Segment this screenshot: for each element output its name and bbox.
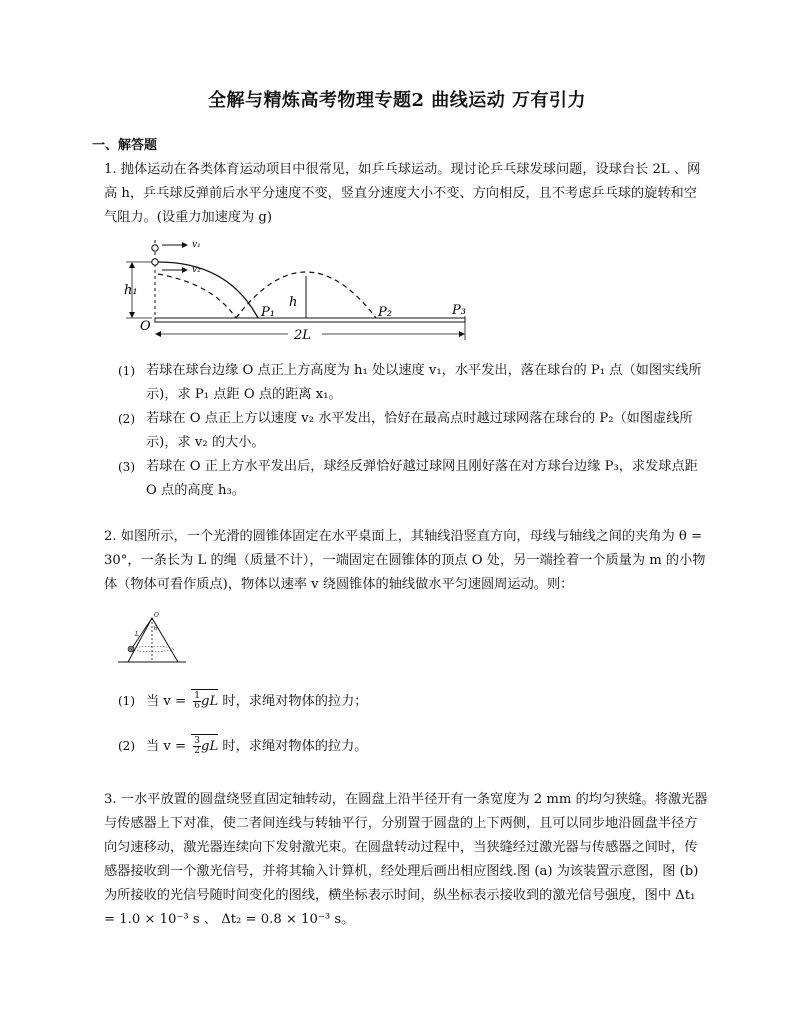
sub-number: (1)	[118, 364, 135, 378]
sub-text: 若球在 O 点正上方以速度 v₂ 水平发出，恰好在最高点时越过球网落在球台的 P₂（如图虚线所示)，求 v₂ 的大小。	[146, 411, 693, 450]
sub-text: 若球在球台边缘 O 点正上方高度为 h₁ 处以速度 v₁，水平发出，落在球台的 P₁ 点（如图实线所示)，求 P₁ 点距 O 点的距离 x₁。	[146, 363, 702, 402]
label-O: O	[154, 612, 159, 619]
frac-denominator: 6	[194, 701, 201, 711]
frac-numerator: 1	[194, 691, 201, 701]
label-2L: 2L	[294, 328, 311, 342]
sub-number: (1)	[118, 694, 135, 708]
q2-sub-1	[118, 689, 708, 714]
question-1	[104, 158, 708, 230]
label-P3: P₃	[452, 303, 466, 318]
label-h1: h₁	[124, 283, 138, 298]
condition-suffix: 时，求绳对物体的拉力；	[222, 694, 368, 709]
q2-sub-2	[118, 734, 708, 759]
label-theta: θ	[154, 625, 158, 632]
label-L: L	[135, 631, 139, 638]
radicand: gL	[201, 739, 219, 754]
cone-figure	[118, 610, 188, 666]
sub-number: (2)	[118, 739, 135, 753]
sqrt-expression	[191, 734, 218, 759]
sub-number: (2)	[118, 412, 135, 426]
label-O: O	[140, 319, 151, 334]
condition-prefix: 当 v =	[146, 694, 187, 709]
sub-text: 若球在 O 正上方水平发出后，球经反弹恰好越过球网且刚好落在对方球台边缘 P₃，求发球点距 O 点的高度 h₃。	[146, 459, 698, 498]
frac-denominator: 2	[194, 746, 201, 756]
question-2	[104, 525, 708, 597]
question-text: 一水平放置的圆盘绕竖直固定轴转动，在圆盘上沿半径开有一条宽度为 2 mm 的均匀狭缝。将激光器与传感器上下对准，使二者间连线与转轴平行，分别置于圆盘的上下两侧，且可以同步地沿圆盘半径方向匀速移动，激光器连续向下发射激光束。在圆盘转动过程中，当狭缝经过激光器与传感器之间时，传感器接收到一个激光信号，并将其输入计算机，经处理后画出相应图线.图 (a) 为该装置示意图，图 (b) 为所接收的光信号随时间变化的图线，横坐标表示时间，纵坐标表示接收到的激光信号强度，图中 Δt₁ = 1.0 × 10⁻³ s 、 Δt₂ = 0.8 × 10⁻³ s。	[104, 792, 708, 927]
table	[155, 318, 465, 322]
sub-number: (3)	[118, 460, 135, 474]
label-h: h	[289, 295, 298, 310]
q1-sub-3	[118, 455, 708, 503]
condition-prefix: 当 v =	[146, 739, 187, 754]
q1-sub-1	[118, 359, 708, 407]
page-title: 全解与精炼高考物理专题2 曲线运动 万有引力	[207, 90, 587, 111]
q1-sub-2	[118, 407, 708, 455]
small-object	[128, 646, 134, 652]
label-P2: P₂	[378, 305, 392, 320]
question-number: 1.	[104, 162, 117, 177]
frac-numerator: 3	[194, 736, 201, 746]
sqrt-expression	[191, 689, 218, 714]
condition-suffix: 时，求绳对物体的拉力。	[222, 739, 368, 754]
question-text: 抛体运动在各类体育运动项目中很常见，如乒乓球运动。现讨论乒乓球发球问题，设球台长 2L 、网高 h，乒乓球反弹前后水平分速度不变，竖直分速度大小不变、方向相反，且不考虑乒乓球的旋转和空气阻力。(设重力加速度为 g)	[104, 162, 701, 225]
label-v1: v₁	[192, 240, 201, 250]
table-tennis-figure	[118, 236, 478, 342]
section-heading: 一、解答题	[92, 138, 158, 153]
label-v2: v₂	[192, 265, 201, 275]
question-text: 如图所示，一个光滑的圆锥体固定在水平桌面上，其轴线沿竖直方向，母线与轴线之间的夹角为 θ = 30°，一条长为 L 的绳（质量不计），一端固定在圆锥体的顶点 O 处，另一端拴着一个质量为 m 的小物体（物体可看作质点)，物体以速率 v 绕圆锥体的轴线做水平匀速圆周运动。则：	[104, 529, 706, 592]
question-3	[104, 788, 708, 932]
cone	[128, 618, 178, 662]
radicand: gL	[201, 694, 219, 709]
label-P1: P₁	[261, 305, 275, 320]
ball-1	[152, 245, 158, 251]
question-number: 2.	[104, 529, 117, 544]
question-number: 3.	[104, 792, 117, 807]
ball-2	[152, 259, 158, 265]
